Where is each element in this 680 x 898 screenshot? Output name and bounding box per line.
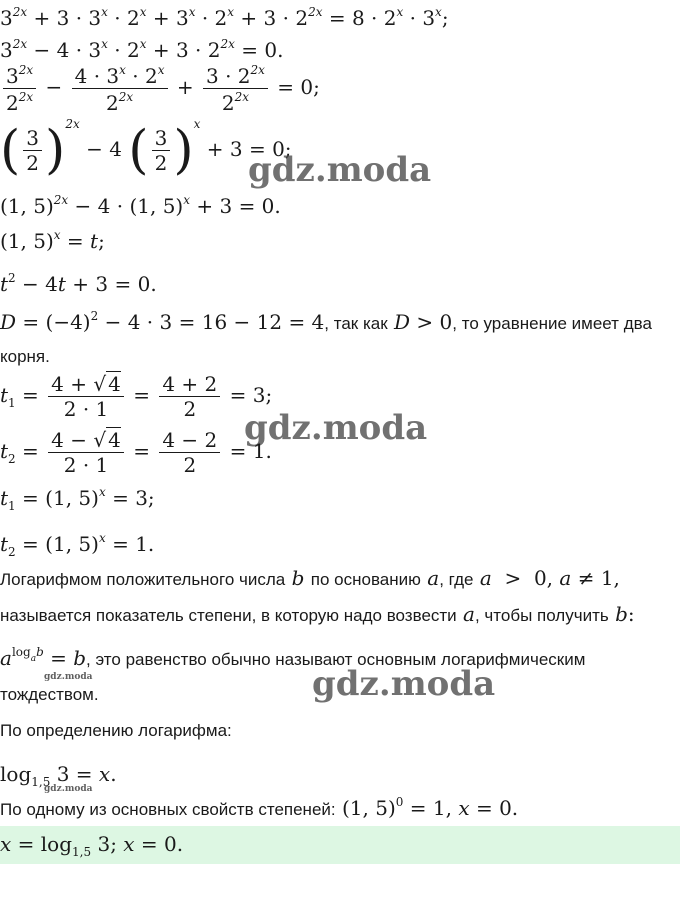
equation-line-1: $3^{2x} + 3 \cdot 3^x \cdot 2^x + 3^x \cdot 2^x + 3 \cdot 2^{2x} = 8 \cdot 2^x \cdot 3^x$; bbox=[0, 5, 449, 30]
watermark-small: gdz.moda bbox=[44, 672, 93, 682]
watermark: gdz.moda bbox=[244, 408, 428, 448]
text-fragment: , чтобы получить bbox=[474, 606, 609, 625]
equation-line-5: (1, 5)$^{2x}$ − 4 · (1, 5)$^x$ + 3 = 0. bbox=[0, 193, 281, 218]
final-answer: $x = \log_{1,5} 3$; x = 0. bbox=[0, 832, 184, 859]
text-fragment: , то уравнение имеет два bbox=[452, 314, 652, 333]
text-fragment: , так как bbox=[324, 314, 388, 333]
identity-line: $a^{log_ab} = b$, это равенство обычно называют основным логарифмическим bbox=[0, 645, 586, 670]
text-fragment: Логарифмом положительного числа bbox=[0, 570, 286, 589]
t2-value: $t_2 = (1$, 5)$^x$ = 1. bbox=[0, 531, 155, 559]
text-fragment: По одному из основных свойств степеней: bbox=[0, 800, 336, 819]
watermark-small: gdz.moda bbox=[44, 784, 93, 794]
definition-line-4: тождеством. bbox=[0, 685, 99, 704]
equation-line-7: $t^2 - 4t + 3 = 0$. bbox=[0, 271, 157, 296]
equation-line-3: $\frac{3^{2x}}{2^{2x}}$ − $\frac{4 \cdot 3^x \cdot 2^x}{2^{2x}}$ + $\frac{3 \cdot 2^{2x}}{2^{2x}}$ = 0; bbox=[0, 64, 320, 113]
text-fragment: называется показатель степени, в которую надо возвести bbox=[0, 606, 457, 625]
log-equation: $\log_{1,5} 3 = x$. bbox=[0, 762, 117, 789]
watermark: gdz.moda bbox=[312, 664, 496, 704]
t1-formula: $t_1$ = $\frac{4 + √ 4}{2 \cdot 1}$ = $\frac{4 + 2}{2}$ = 3; bbox=[0, 372, 273, 421]
t1-value: $t_1 = (1$, 5)$^x$ = 3; bbox=[0, 485, 155, 513]
text-fragment: , где bbox=[439, 570, 474, 589]
equation-line-2: $3^{2x} - 4 \cdot 3^x \cdot 2^x + 3 \cdot 2^{2x} = 0$. bbox=[0, 37, 284, 62]
roots-word: корня. bbox=[0, 347, 50, 366]
discriminant-line: $D = (-4)^2 - 4 \cdot 3 = 16 - 12 = 4$, так как D > 0, то уравнение имеет два bbox=[0, 309, 652, 334]
equation-line-4: ( $\frac{3}{2}$ )$^{2x}$ − 4 ( $\frac{3}{2}$ )$^x$ + 3 = 0; bbox=[0, 117, 292, 181]
text-fragment: , это равенство обычно называют основным логарифмическим bbox=[86, 650, 586, 669]
t2-formula: $t_2$ = $\frac{4 - √ 4}{2 \cdot 1}$ = $\frac{4 - 2}{2}$ = 1. bbox=[0, 428, 272, 477]
by-definition-text: По определению логарифма: bbox=[0, 721, 232, 740]
watermark: gdz.moda bbox=[248, 150, 432, 190]
property-line: По одному из основных свойств степеней: (1, 5)$^0$ = 1, x = 0. bbox=[0, 795, 519, 820]
definition-line-2: называется показатель степени, в которую надо возвести a, чтобы получить b: bbox=[0, 602, 635, 626]
text-fragment: по основанию bbox=[310, 570, 421, 589]
definition-line-1: Логарифмом положительного числа b по основанию a, где a > 0, a ≠ 1, bbox=[0, 566, 620, 590]
equation-line-6: (1, 5)$^x$ = t; bbox=[0, 228, 105, 253]
